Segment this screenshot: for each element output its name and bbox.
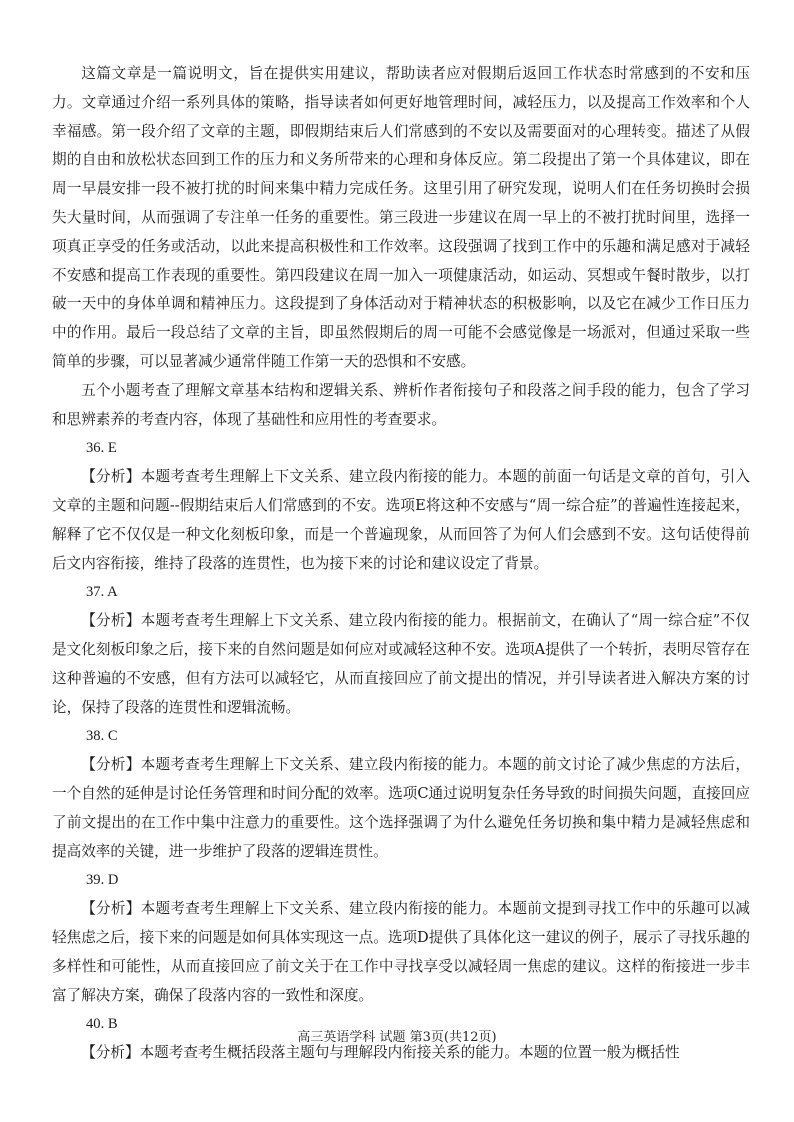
analysis-tag: 【分析】 (81, 756, 141, 774)
analysis-text (52, 607, 750, 722)
page-footer: 高三英语学科 试题 第3页(共12页) (297, 1030, 497, 1045)
analysis-body: 本题考查考生理解上下文关系、建立段内衔接的能力。本题的前文讨论了减少焦虑的方法后，一个自然的延伸是讨论任务管理和时间分配的效率。选项C通过说明复杂任务导致的时间损失问题，直接回应了前文提出的在工作中集中注意力的重要性。这个选择强调了为什么避免任务切换和集中精力是减轻焦虑和提高效率的关键，进一步维护了段落的逻辑连贯性。 (52, 756, 750, 860)
analysis-body: 本题考查考生理解上下文关系、建立段内衔接的能力。本题前文提到寻找工作中的乐趣可以减轻焦虑之后，接下来的问题是如何具体实现这一点。选项D提供了具体化这一建议的例子，展示了寻找乐趣的多样性和可能性，从而直接回应了前文关于在工作中寻找享受以减轻周一焦虑的建议。这样的衔接进一步丰富了解决方案，确保了段落内容的一致性和深度。 (52, 900, 750, 1004)
analysis-tag: 【分析】 (81, 612, 141, 630)
question-39 (52, 866, 750, 1010)
summary-paragraph-2: 五个小题考查了理解文章基本结构和逻辑关系、辨析作者衔接句子和段落之间手段的能力，包含了学习和思辨素养的考查内容，体现了基础性和应用性的考查要求。 (52, 381, 750, 428)
answer-label: 40. B (86, 1016, 118, 1033)
answer-label: 39. D (86, 872, 119, 889)
analysis-text (52, 463, 750, 578)
answer-label: 36. E (86, 440, 117, 457)
page-content (52, 60, 750, 1068)
analysis-body: 本题考查考生概括段落主题句与理解段内衔接关系的能力。本题的位置一般为概括性 (139, 1044, 680, 1062)
question-37 (52, 578, 750, 722)
question-36 (52, 434, 750, 578)
question-38 (52, 722, 750, 866)
summary-paragraph-1: 这篇文章是一篇说明文，旨在提供实用建议，帮助读者应对假期后返回工作状态时常感到的不安和压力。文章通过介绍一系列具体的策略，指导读者如何更好地管理时间，减轻压力，以及提高工作效率和个人幸福感。第一段介绍了文章的主题，即假期结束后人们常感到的不安以及需要面对的心理转变。描述了从假期的自由和放松状态回到工作的压力和义务所带来的心理和身体反应。第二段提出了第一个具体建议，即在周一早晨安排一段不被打扰的时间来集中精力完成任务。这里引用了研究发现，说明人们在任务切换时会损失大量时间，从而强调了专注单一任务的重要性。第三段进一步建议在周一早上的不被打扰时间里，选择一项真正享受的任务或活动，以此来提高积极性和工作效率。这段强调了找到工作中的乐趣和满足感对于减轻不安感和提高工作表现的重要性。第四段建议在周一加入一项健康活动，如运动、冥想或午餐时散步，以打破一天中的身体单调和精神压力。这段提到了身体活动对于精神状态的积极影响，以及它在减少工作日压力中的作用。最后一段总结了文章的主旨，即虽然假期后的周一可能不会感觉像是一场派对，但通过采取一些简单的步骤，可以显著减少通常伴随工作第一天的恐惧和不安感。 (52, 65, 750, 370)
analysis-tag: 【分析】 (81, 468, 141, 486)
answer-label: 37. A (86, 584, 118, 601)
analysis-body: 本题考查考生理解上下文关系、建立段内衔接的能力。本题的前面一句话是文章的首句，引入文章的主题和问题--假期结束后人们常感到的不安。选项E将这种不安感与“周一综合症”的普遍性连接起来，解释了它不仅仅是一种文化刻板印象，而是一个普遍现象，从而回答了为何人们会感到不安。这句话使得前后文内容衔接，维持了段落的连贯性，也为接下来的讨论和建议设定了背景。 (52, 468, 750, 572)
answer-label: 38. C (86, 728, 118, 745)
analysis-text (52, 895, 750, 1010)
analysis-body: 本题考查考生理解上下文关系、建立段内衔接的能力。根据前文，在确认了“周一综合症”不仅是文化刻板印象之后，接下来的自然问题是如何应对或减轻这种不安。选项A提供了一个转折，表明尽管存在这种普遍的不安感，但有方法可以减轻它，从而直接回应了前文提出的情况，并引导读者进入解决方案的讨论，保持了段落的连贯性和逻辑流畅。 (52, 612, 750, 716)
analysis-tag: 【分析】 (81, 1044, 140, 1062)
analysis-tag: 【分析】 (81, 900, 141, 918)
analysis-text (52, 751, 750, 866)
